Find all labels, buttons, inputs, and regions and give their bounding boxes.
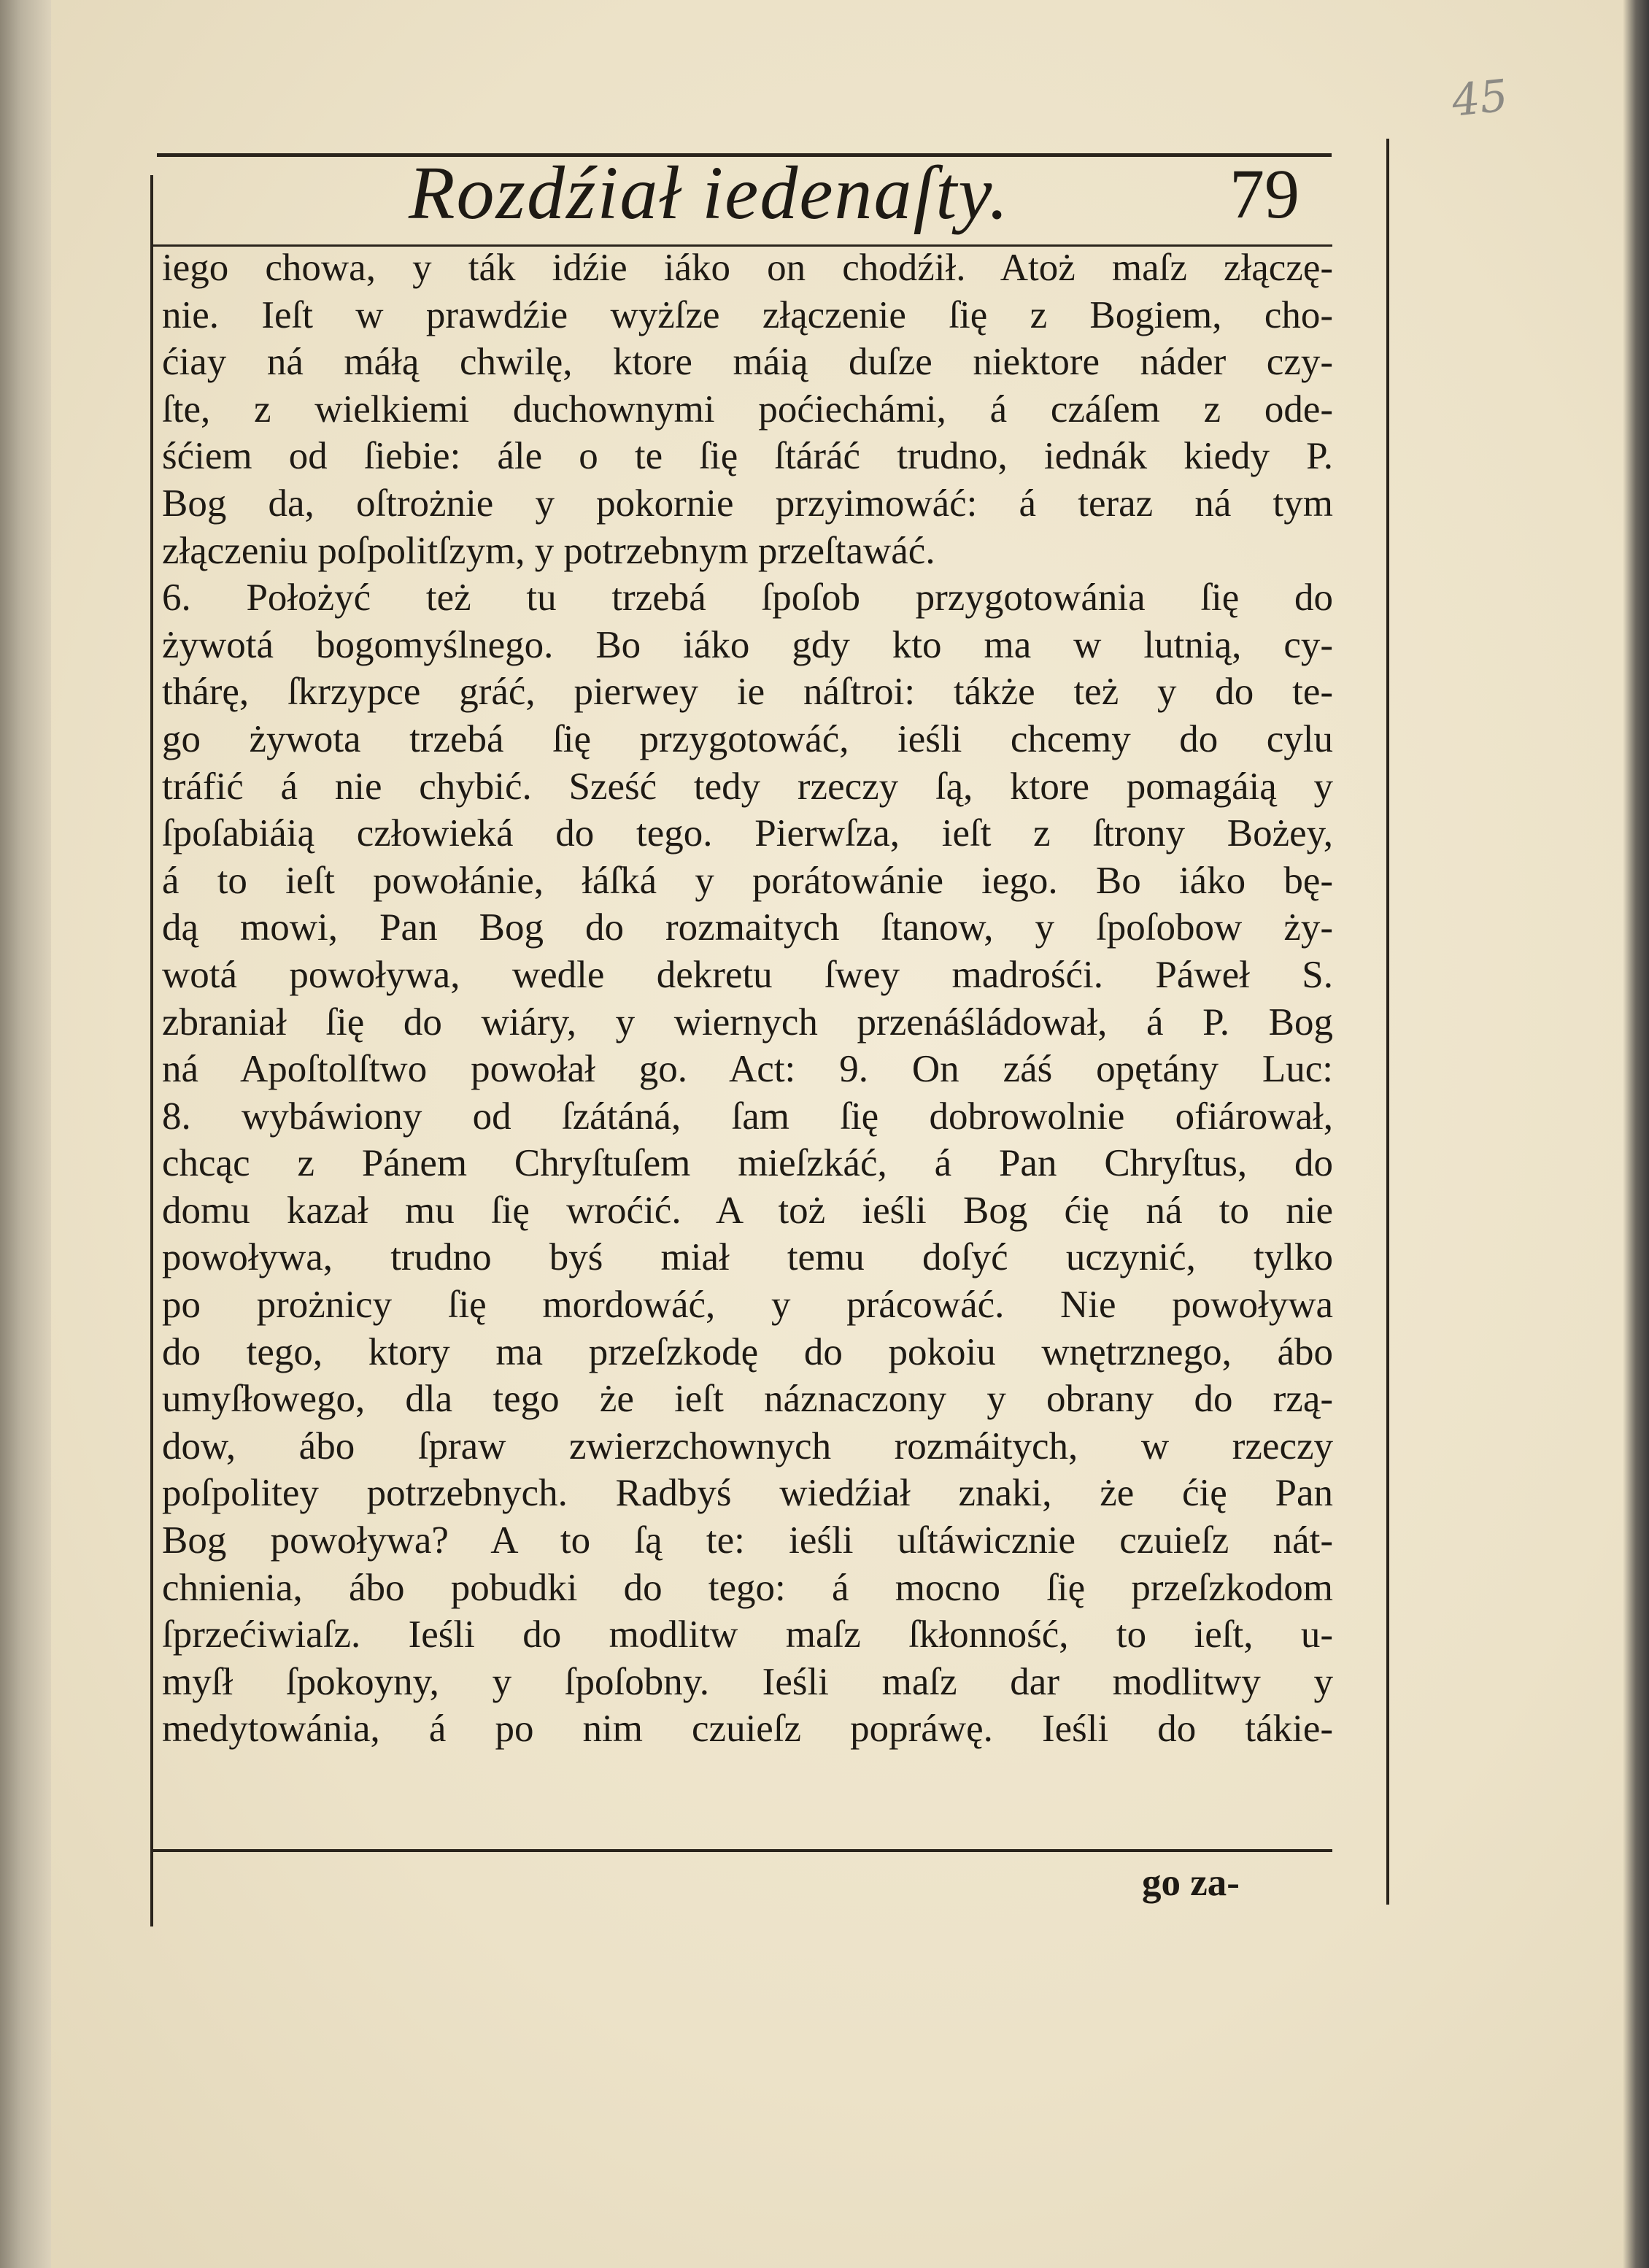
text-line: Bog da, oſtrożnie y pokornie przyimowáć: á teraz ná tym <box>162 482 1333 525</box>
text-line: myſł ſpokoyny, y ſpoſobny. Ieśli maſz dar modlitwy y <box>162 1660 1333 1703</box>
text-line: tráfić á nie chybić. Sześć tedy rzeczy ſą, ktore pomagáią y <box>162 765 1333 808</box>
text-line: dow, ábo ſpraw zwierzchownych rozmáitych, w rzeczy <box>162 1424 1333 1467</box>
margin-pencil-note: 45 <box>1449 70 1510 127</box>
text-line: ćiay ná máłą chwilę, ktore máią duſze niektore náder czy- <box>162 341 1333 384</box>
text-frame-left-rule <box>150 175 153 1926</box>
text-line: á to ieſt powołánie, łáſká y porátowánie iego. Bo iáko bę- <box>162 859 1333 902</box>
text-line: nie. Ieſt w prawdźie wyżſze złączenie ſię z Bogiem, cho- <box>162 293 1333 336</box>
scan-edge-shadow <box>1623 0 1649 2268</box>
text-line: zbraniał ſię do wiáry, y wiernych przenáśládował, á P. Bog <box>162 1000 1333 1044</box>
text-line: śćiem od ſiebie: ále o te ſię ſtáráć trudno, iednák kiedy P. <box>162 435 1333 478</box>
text-frame-right-rule <box>1386 139 1389 1905</box>
text-line: wotá powoływa, wedle dekretu ſwey madrośći. Páweł S. <box>162 953 1333 996</box>
text-line: dą mowi, Pan Bog do rozmaitych ſtanow, y ſpoſobow ży- <box>162 906 1333 949</box>
text-line: ſte, z wielkiemi duchownymi poćiechámi, á czáſem z ode- <box>162 387 1333 431</box>
text-line: do tego, ktory ma przeſzkodę do pokoiu wnętrznego, ábo <box>162 1330 1333 1373</box>
text-line: żywotá bogomyślnego. Bo iáko gdy kto ma w lutnią, cy- <box>162 623 1333 666</box>
footer-rule <box>150 1849 1332 1852</box>
text-line: domu kazał mu ſię wroćić. A toż ieśli Bog ćię ná to nie <box>162 1189 1333 1232</box>
text-line: chcąc z Pánem Chryſtuſem mieſzkáć, á Pan Chryſtus, do <box>162 1142 1333 1185</box>
book-binding-edge <box>0 0 51 2268</box>
text-line: ſprzećiwiaſz. Ieśli do modlitw maſz ſkłonność, to ieſt, u- <box>162 1613 1333 1656</box>
text-line: poſpolitey potrzebnych. Radbyś wiedźiał znaki, że ćię Pan <box>162 1472 1333 1515</box>
text-line: powoływa, trudno byś miał temu doſyć uczynić, tylko <box>162 1236 1333 1279</box>
body-text <box>162 244 1333 1753</box>
text-line: go żywota trzebá ſię przygotowáć, ieśli chcemy do cylu <box>162 717 1333 760</box>
catchword: go za- <box>1142 1862 1240 1904</box>
text-line: Bog powoływa? A to ſą te: ieśli uſtáwicznie czuieſz nát- <box>162 1519 1333 1562</box>
text-line: medytowánia, á po nim czuieſz popráwę. Ieśli do tákie- <box>162 1708 1333 1751</box>
text-line: 6. Położyć też tu trzebá ſpoſob przygotowánia ſię do <box>162 576 1333 620</box>
text-line: iego chowa, y ták idźie iáko on chodźił. Atoż maſz złączę- <box>162 247 1333 289</box>
text-line: po prożnicy ſię mordowáć, y prácowáć. Nie powoływa <box>162 1284 1333 1327</box>
text-line: umyſłowego, dla tego że ieſt náznaczony y obrany do rzą- <box>162 1378 1333 1421</box>
text-line: 8. wybáwiony od ſzátáná, ſam ſię dobrowolnie ofiárował, <box>162 1095 1333 1138</box>
text-line: thárę, ſkrzypce gráć, pierwey ie náſtroi: tákże też y do te- <box>162 671 1333 714</box>
text-line: chnienia, ábo pobudki do tego: á mocno ſię przeſzkodom <box>162 1566 1333 1609</box>
page-number: 79 <box>1229 155 1299 233</box>
text-line: złączeniu poſpolitſzym, y potrzebnym przeſtawáć. <box>162 529 935 572</box>
text-line: ſpoſabiáią człowieká do tego. Pierwſza, ieſt z ſtrony Bożey, <box>162 812 1333 855</box>
text-line: ná Apoſtolſtwo powołał go. Act: 9. On záś opętány Luc: <box>162 1048 1333 1091</box>
running-head-title: Rozdźiał iedenaſty. <box>409 151 1010 235</box>
